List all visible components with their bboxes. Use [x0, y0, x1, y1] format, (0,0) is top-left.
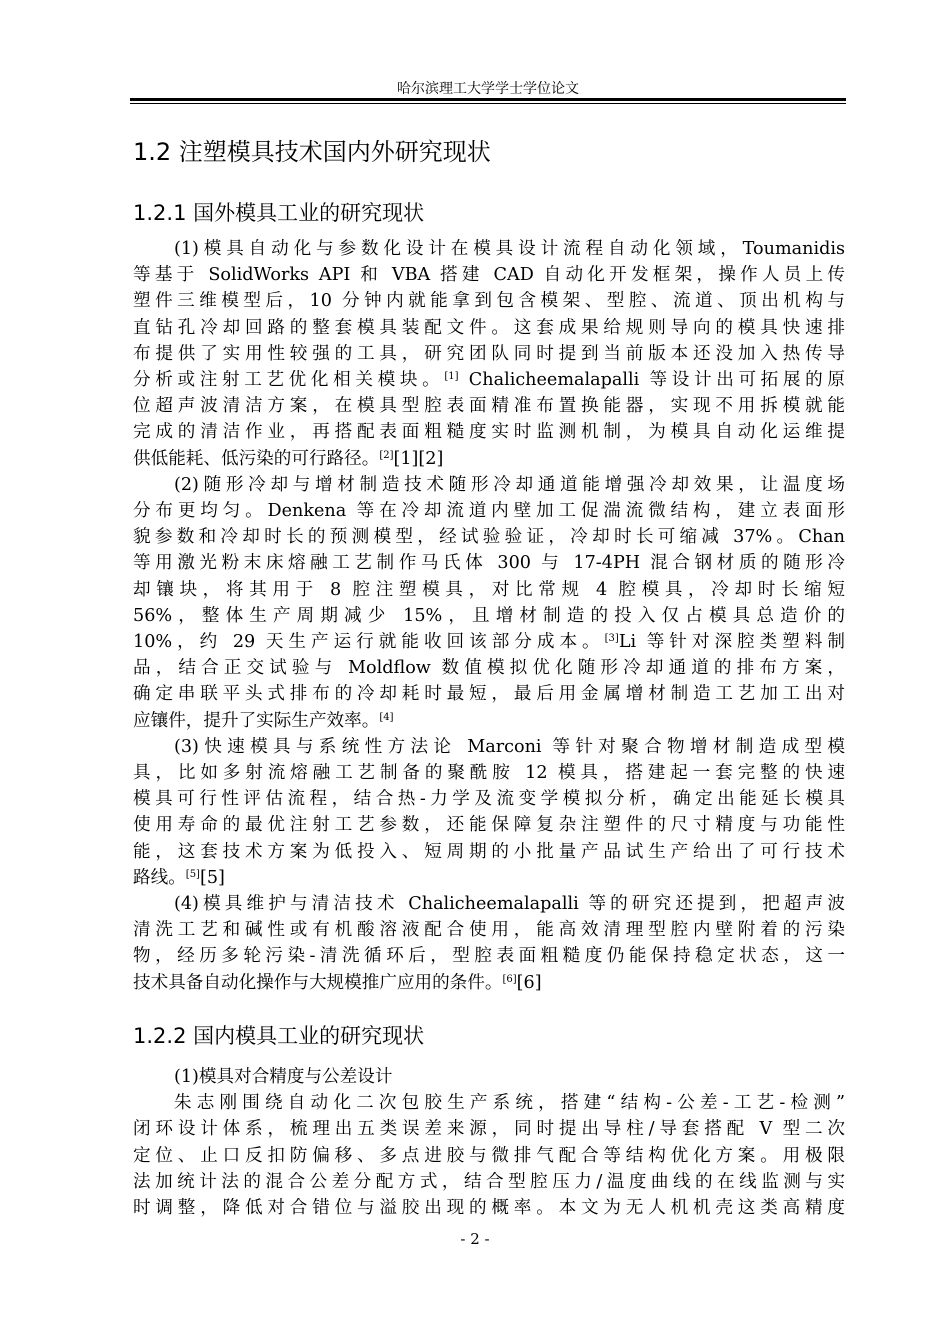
- text-line: (4)模具维护与清洁技术 Chalicheemalapalli 等的研究还提到，把超声波: [174, 894, 845, 915]
- header-rule-thin: [130, 103, 846, 104]
- subsection-heading-2: 1.2.2 国内模具工业的研究现状: [133, 1024, 425, 1048]
- text-line: 确定串联平头式排布的冷却耗时最短，最后用金属增材制造工艺加工出对: [133, 684, 845, 705]
- text-span: 技术具备自动化操作与大规模推广应用的条件。: [133, 972, 503, 993]
- text-line: 时调整，降低对合错位与溢胶出现的概率。本文为无人机机壳这类高精度: [133, 1198, 845, 1219]
- citation-sup: [3]: [604, 633, 619, 645]
- text-line: 物，经历多轮污染-清洗循环后，型腔表面粗糙度仍能保持稳定状态，这一: [133, 946, 845, 967]
- text-line: 布提供了实用性较强的工具，研究团队同时提到当前版本还没加入热传导: [133, 343, 845, 364]
- text-span: 分析或注射工艺优化相关模块。: [133, 370, 445, 391]
- citation-sup: [6]: [502, 973, 517, 985]
- text-line: (1)模具对合精度与公差设计: [174, 1067, 393, 1087]
- text-line: 能，这套技术方案为低投入、短周期的小批量产品试生产给出了可行技术: [133, 841, 845, 862]
- text-line: 清洗工艺和碱性或有机酸溶液配合使用，能高效清理型腔内壁附着的污染: [133, 920, 845, 941]
- page-number: - 2 -: [460, 1230, 490, 1248]
- text-line: 品，结合正交试验与 Moldflow 数值模拟优化随形冷却通道的排布方案，: [133, 658, 845, 679]
- text-span: 10%，约 29 天生产运行就能收回该部分成本。: [133, 632, 605, 653]
- text-line: [133, 629, 845, 655]
- text-line: 貌参数和冷却时长的预测模型，经试验验证，冷却时长可缩减 37%。Chan: [133, 527, 845, 548]
- text-line: 塑件三维模型后，10 分钟内就能拿到包含模架、型腔、流道、顶出机构与: [133, 291, 845, 312]
- header-rule-thick: [130, 98, 846, 101]
- citation-sup: [1]: [444, 371, 459, 383]
- running-header: 哈尔滨理工大学学士学位论文: [397, 81, 579, 97]
- text-line: 分布更均匀。Denkena 等在冷却流道内壁加工促湍流微结构，建立表面形: [133, 501, 845, 522]
- text-line: [133, 708, 845, 734]
- text-line: 完成的清洁作业，再搭配表面粗糙度实时监测机制，为模具自动化运维提: [133, 422, 845, 443]
- text-line: 朱志刚围绕自动化二次包胶生产系统，搭建“结构-公差-工艺-检测”: [174, 1093, 845, 1114]
- body-text-domestic: [133, 1064, 845, 1221]
- text-line: (3)快速模具与系统性方法论 Marconi 等针对聚合物增材制造成型模: [174, 736, 845, 757]
- citation-sup: [2]: [379, 449, 394, 461]
- text-line: [133, 446, 845, 472]
- body-text-foreign: [133, 236, 845, 996]
- text-line: [133, 367, 845, 393]
- text-line: 法加统计法的混合公差分配方式，结合型腔压力/温度曲线的在线监测与实: [133, 1171, 845, 1192]
- citation-ref: [6]: [516, 972, 542, 993]
- text-span: 应镶件，提升了实际生产效率。: [133, 710, 380, 731]
- text-line: 等用激光粉末床熔融工艺制作马氏体 300 与 17-4PH 混合钢材质的随形冷: [133, 553, 845, 574]
- text-line: (2)随形冷却与增材制造技术随形冷却通道能增强冷却效果，让温度场: [174, 474, 845, 495]
- text-line: 位超声波清洁方案，在模具型腔表面精准布置换能器，实现不用拆模就能: [133, 396, 845, 417]
- text-span: Li 等针对深腔类塑料制: [618, 632, 845, 653]
- text-line: 56%，整体生产周期减少 15%，且增材制造的投入仅占模具总造价的: [133, 605, 845, 626]
- text-line: 定位、止口反扣防偏移、多点进胶与微排气配合等结构优化方案。用极限: [133, 1145, 845, 1166]
- citation-ref: [5]: [199, 867, 225, 888]
- text-span: Chalicheemalapalli 等设计出可拓展的原: [468, 370, 845, 391]
- text-line: [133, 970, 845, 996]
- text-line: 具，比如多射流熔融工艺制备的聚酰胺 12 模具，搭建起一套完整的快速: [133, 763, 845, 784]
- section-heading: 1.2 注塑模具技术国内外研究现状: [133, 138, 491, 166]
- text-line: (1)模具自动化与参数化设计在模具设计流程自动化领域，Toumanidis: [174, 239, 845, 259]
- text-span: 路线。: [133, 867, 186, 888]
- citation-sup: [4]: [379, 711, 394, 723]
- text-line: 却镶块，将其用于 8 腔注塑模具，对比常规 4 腔模具，冷却时长缩短: [133, 579, 845, 600]
- text-line: 模具可行性评估流程，结合热-力学及流变学模拟分析，确定出能延长模具: [133, 789, 845, 810]
- citation-ref: [1][2]: [393, 448, 444, 469]
- text-span: 供低能耗、低污染的可行路径。: [133, 448, 380, 469]
- subsection-heading-1: 1.2.1 国外模具工业的研究现状: [133, 201, 425, 225]
- text-line: 等基于 SolidWorks API 和 VBA 搭建 CAD 自动化开发框架，操作人员上传: [133, 265, 845, 286]
- text-line: 使用寿命的最优注射工艺参数，还能保障复杂注塑件的尺寸精度与功能性: [133, 815, 845, 836]
- text-line: 直钻孔冷却回路的整套模具装配文件。这套成果给规则导向的模具快速排: [133, 317, 845, 338]
- citation-sup: [5]: [185, 868, 200, 880]
- text-line: 闭环设计体系，梳理出五类误差来源，同时提出导柱/导套搭配 V 型二次: [133, 1119, 845, 1140]
- text-line: [133, 865, 845, 891]
